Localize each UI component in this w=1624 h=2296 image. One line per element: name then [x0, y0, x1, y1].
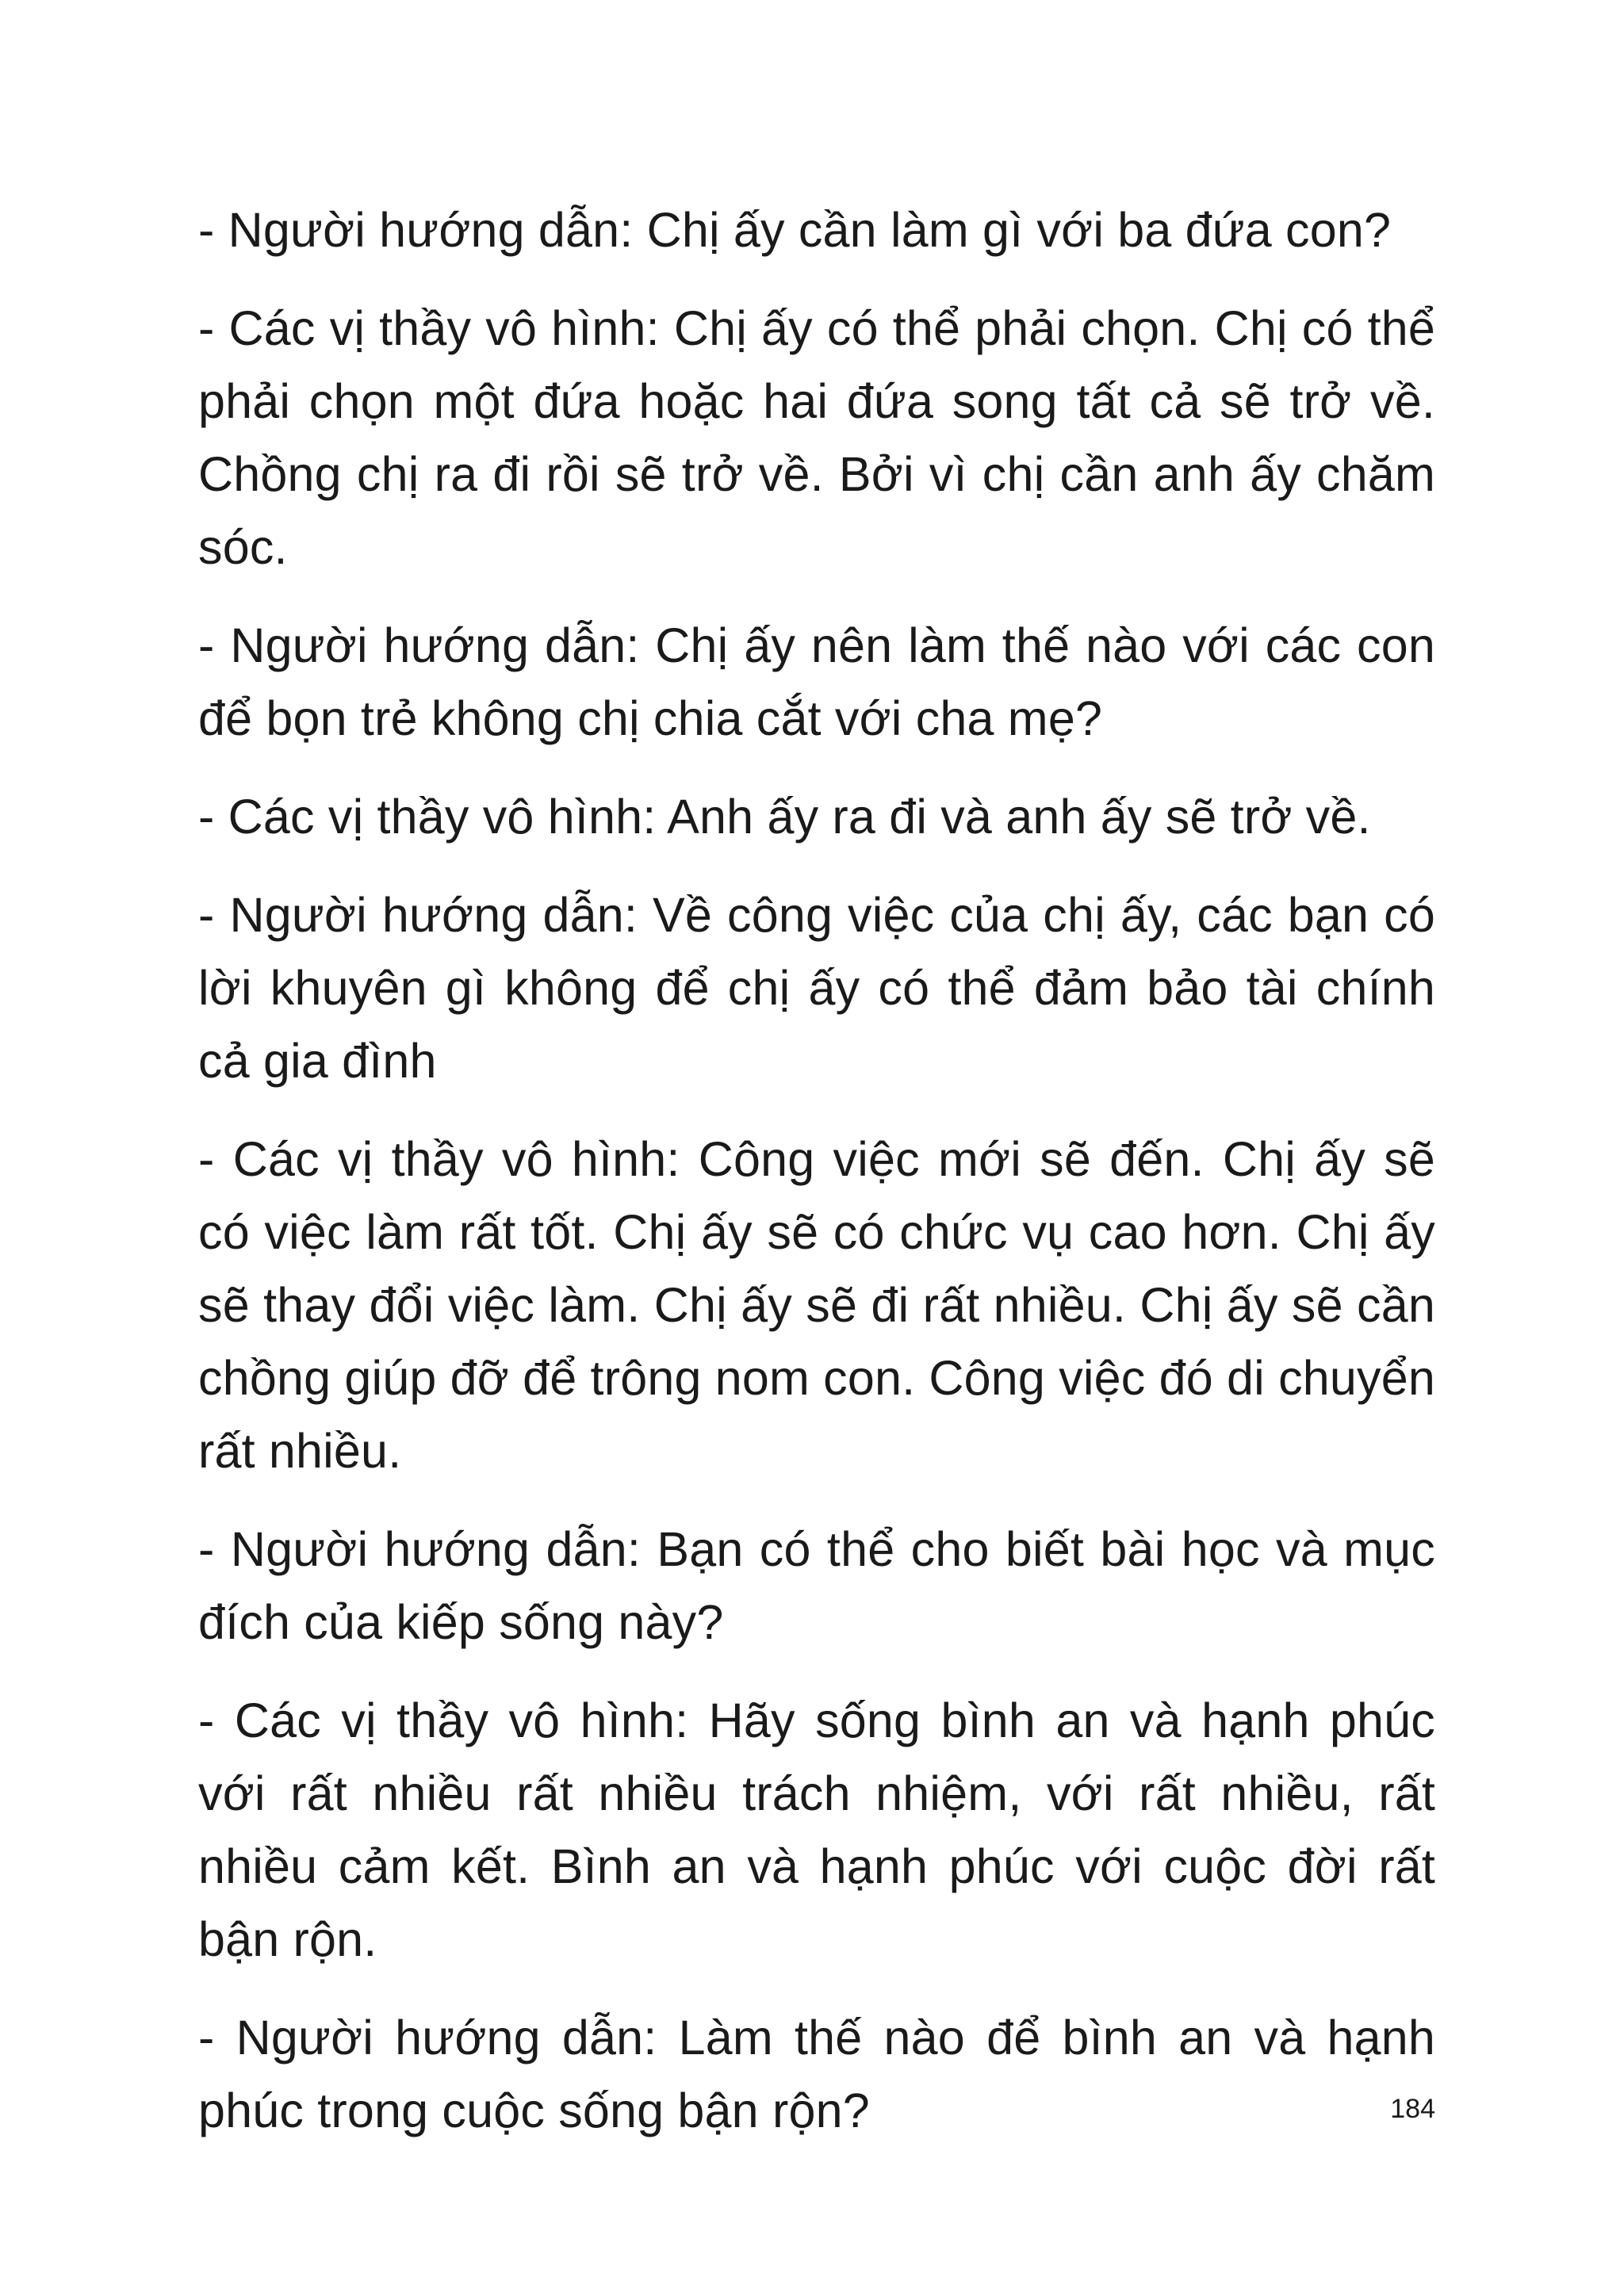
- paragraph-masters-answer-4: - Các vị thầy vô hình: Hãy sống bình an và hạnh phúc với rất nhiều rất nhiều trách nhiệm, với rất nhiều, rất nhiều cảm kết. Bình an và hạnh phúc với cuộc đời rất bận rộn.: [198, 1693, 1435, 1966]
- paragraph-guide-question-5: - Người hướng dẫn: Làm thế nào để bình an và hạnh phúc trong cuộc sống bận rộn?: [198, 2011, 1435, 2137]
- page-number: 184: [1390, 2094, 1435, 2124]
- paragraph-masters-answer-2: - Các vị thầy vô hình: Anh ấy ra đi và anh ấy sẽ trở về.: [198, 790, 1371, 844]
- paragraph-masters-answer-3: - Các vị thầy vô hình: Công việc mới sẽ đến. Chị ấy sẽ có việc làm rất tốt. Chị ấy sẽ có chức vụ cao hơn. Chị ấy sẽ thay đổi việc làm. Chị ấy sẽ đi rất nhiều. Chị ấy sẽ cần chồng giúp đỡ để trông nom con. Công việc đó di chuyển rất nhiều.: [198, 1132, 1435, 1478]
- paragraph-guide-question-2: - Người hướng dẫn: Chị ấy nên làm thế nào với các con để bọn trẻ không chị chia cắt với cha mẹ?: [198, 618, 1435, 745]
- paragraph-guide-question-1: - Người hướng dẫn: Chị ấy cần làm gì với ba đứa con?: [198, 203, 1392, 257]
- page-body: [198, 193, 1435, 2172]
- paragraph-masters-answer-1: - Các vị thầy vô hình: Chị ấy có thể phải chọn. Chị có thể phải chọn một đứa hoặc hai đứa song tất cả sẽ trở về. Chồng chị ra đi rồi sẽ trở về. Bởi vì chị cần anh ấy chăm sóc.: [198, 301, 1435, 574]
- paragraph-guide-question-4: - Người hướng dẫn: Bạn có thể cho biết bài học và mục đích của kiếp sống này?: [198, 1522, 1435, 1649]
- paragraph-guide-question-3: - Người hướng dẫn: Về công việc của chị ấy, các bạn có lời khuyên gì không để chị ấy có thể đảm bảo tài chính cả gia đình: [198, 888, 1435, 1088]
